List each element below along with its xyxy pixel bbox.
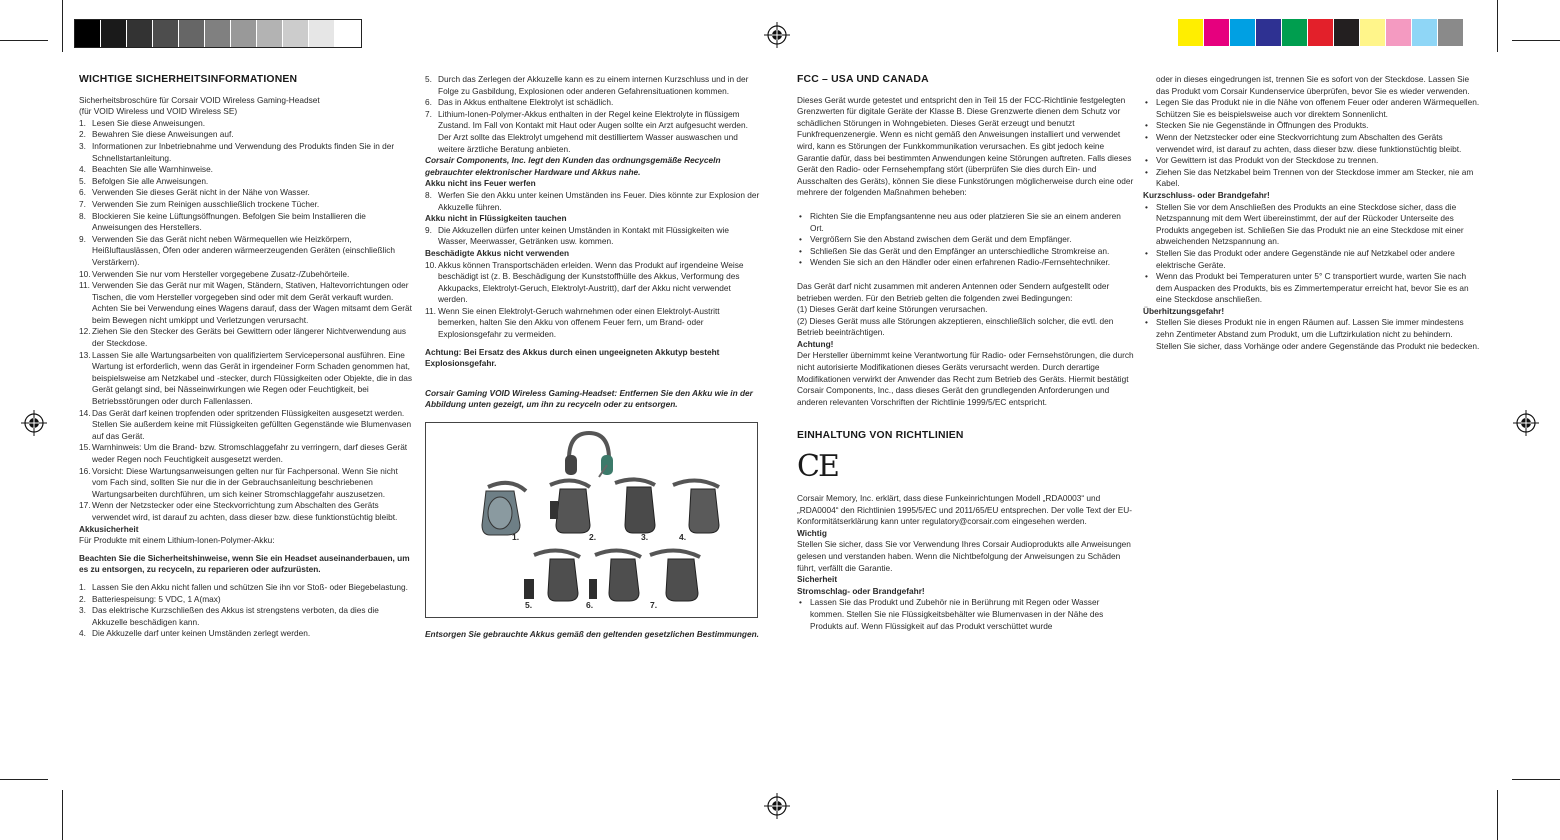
fcc-bullet-list	[797, 211, 1135, 269]
color-swatch	[1412, 19, 1438, 46]
battery-list	[425, 74, 760, 155]
list-item: 13. Lassen Sie alle Wartungsarbeiten von qualifiziertem Servicepersonal ausführen. Eine Wartung ist erforderlich, wenn das Gerät in irgendeiner Form Schaden genommen hat, beispielsweise am Netzkabel und -stecker, durch Flüssigkeiten oder Objekte, die in das Gerät gelangt sind, bei Nässeinwirkungen wie Regen oder Feuchtigkeit, bei Betriebsstörungen oder durch Fallenlassen.	[79, 349, 413, 407]
paragraph: (1) Dieses Gerät darf keine Störungen verursachen.	[797, 304, 988, 315]
earcup-step-7-image	[644, 545, 708, 603]
list-item: • Wenn der Netzstecker oder eine Steckvorrichtung zum Abschalten des Geräts verwendet wird, ist darauf zu achten, dass dieser bzw. diese funktionstüchtig bleibt.	[1145, 131, 1462, 154]
list-item: 3. Das elektrische Kurzschließen des Akkus ist strengstens verboten, da dies die Akkuzelle beschädigen kann.	[79, 605, 379, 627]
color-swatch	[153, 20, 179, 47]
list-item: 7. Verwenden Sie zum Reinigen ausschließlich trockene Tücher.	[79, 198, 320, 209]
intro-line: Sicherheitsbroschüre für Corsair VOID Wireless Gaming-Headset	[79, 94, 320, 105]
recycle-note: Corsair Components, Inc. legt den Kunden das ordnungsgemäße Recyceln gebrauchter elektronischer Hardware und Akkus nahe.	[425, 155, 721, 177]
list-item: • Stecken Sie nie Gegenstände in Öffnungen des Produkts.	[1145, 120, 1369, 131]
color-swatch	[1282, 19, 1308, 46]
list-item: 10. Verwenden Sie nur vom Hersteller vorgegebene Zusatz-/Zubehörteile.	[79, 268, 350, 279]
figure-label: 3.	[641, 532, 649, 543]
color-swatch	[309, 20, 335, 47]
list-item: • Wenn das Produkt bei Temperaturen unter 5° C transportiert wurde, warten Sie nach dem Auspacken des Produkts, bis es Zimmertemperatur erreicht hat, bevor Sie es an eine Steckdose anschließen.	[1145, 271, 1469, 305]
paragraph: Der Hersteller übernimmt keine Verantwortung für Radio- oder Fernsehstörungen, die durch nicht autorisierte Modifikationen dieses Geräts verursacht werden. Durch derartige Modifikationen verwirkt der Anwender das Recht zum Betrieb des Geräts. Hiermit bestätigt Corsair Components, Inc., dass dieses Gerät den grundlegenden Anforderungen und anderen relevanten Vorschriften der Richtlinie 1999/5/EC entspricht.	[797, 350, 1134, 407]
cmyk-color-bar	[1178, 19, 1464, 46]
list-item: 10. Akkus können Transportschäden erleiden. Wenn das Produkt auf irgendeine Weise beschädigt ist (z. B. Beschädigung der Kunststoffhülle des Akkus, Verformung des Akkupacks, Elektrolyt-Geruch, Elektrolyt-Austritt), darf der Akku nicht verwendet werden.	[425, 259, 744, 305]
color-swatch	[1230, 19, 1256, 46]
registration-mark-icon	[21, 410, 47, 436]
paragraph: Das Gerät darf nicht zusammen mit anderen Antennen oder Sendern aufgestellt oder betrieben werden. Für den Betrieb gelten die folgenden zwei Bedingungen:	[797, 280, 1110, 303]
color-swatch	[75, 20, 101, 47]
list-item: 4. Die Akkuzelle darf unter keinen Umständen zerlegt werden.	[79, 628, 311, 639]
list-item: • Vergrößern Sie den Abstand zwischen dem Gerät und dem Empfänger.	[799, 234, 1072, 245]
crop-mark	[62, 790, 63, 840]
list-item: • Stellen Sie vor dem Anschließen des Produkts an eine Steckdose sicher, dass die Netzspannung mit dem Wert übereinstimmt, der auf der Rückoder Unterseite des Produkts angegeben ist. Schließen Sie das Produkt nie an eine Steckdose mit einer abweichenden Netzspannung an.	[1145, 201, 1464, 247]
heading-achtung: Achtung!	[797, 338, 834, 349]
list-item: 1. Lassen Sie den Akku nicht fallen und schützen Sie ihn vor Stoß- oder Biegebelastung.	[79, 581, 408, 592]
list-item: 16. Vorsicht: Diese Wartungsanweisungen gelten nur für Fachpersonal. Wenn Sie nicht vom Fach sind, sollten Sie nur die in der Gebrauchsanleitung beschriebenen Wartungsarbeiten durchführen, um sich keiner Stromschlaggefahr auszusetzen.	[79, 465, 398, 499]
list-item: • Vor Gewittern ist das Produkt von der Steckdose zu trennen.	[1145, 155, 1379, 166]
list-item: • Stellen Sie das Produkt oder andere Gegenstände nie auf Netzkabel oder andere elektrische Geräte.	[1145, 247, 1455, 270]
registration-mark-icon	[1513, 410, 1539, 436]
list-item: 2. Batteriespeisung: 5 VDC, 1 A(max)	[79, 593, 221, 604]
list-item: 4. Beachten Sie alle Warnhinweise.	[79, 164, 213, 175]
heading-strom: Stromschlag- oder Brandgefahr!	[797, 585, 925, 596]
color-swatch	[1360, 19, 1386, 46]
color-swatch	[1386, 19, 1412, 46]
crop-mark	[0, 779, 48, 780]
crop-mark	[1512, 779, 1560, 780]
list-item: • Lassen Sie das Produkt und Zubehör nie in Berührung mit Regen oder Wasser kommen. Stellen Sie nie Flüssigkeitsbehälter wie Blumenvasen in der Nähe des Produkts auf. Wenn Flüssigkeit auf das Produkt verschüttet wurde	[799, 597, 1104, 631]
list-item: 8. Werfen Sie den Akku unter keinen Umständen ins Feuer. Dies könnte zur Explosion der Akkuzelle führen.	[425, 189, 760, 212]
figure-caption-top: Corsair Gaming VOID Wireless Gaming-Headset: Entfernen Sie den Akku wie in der Abbildung unten gezeigt, um ihn zu recyceln oder zu entsorgen.	[425, 387, 753, 410]
akku-heading: Akkusicherheit	[79, 523, 139, 534]
list-item: 15. Warnhinweis: Um die Brand- bzw. Stromschlaggefahr zu verringern, darf dieses Gerät weder Regen noch Feuchtigkeit ausgesetzt werden.	[79, 442, 408, 464]
list-item: 12. Ziehen Sie den Stecker des Geräts bei Gewittern oder längerer Nichtverwendung aus der Steckdose.	[79, 326, 407, 349]
list-item: 2. Bewahren Sie diese Anweisungen auf.	[79, 129, 234, 140]
figure-caption-bottom: Entsorgen Sie gebrauchte Akkus gemäß den geltenden gesetzlichen Bestimmungen.	[425, 629, 759, 640]
earcup-step-2-image	[546, 475, 596, 537]
crop-mark	[1512, 40, 1560, 41]
color-swatch	[101, 20, 127, 47]
color-swatch	[1178, 19, 1204, 46]
figure-label: 7.	[650, 600, 658, 611]
section-title-safety: WICHTIGE SICHERHEITSINFORMATIONEN	[79, 74, 298, 85]
paragraph: (2) Dieses Gerät muss alle Störungen akzeptieren, einschließlich solcher, die evtl. den Betrieb beeinträchtigen.	[797, 315, 1114, 338]
section-title-compliance: EINHALTUNG VON RICHTLINIEN	[797, 430, 964, 442]
color-swatch	[257, 20, 283, 47]
color-swatch	[1438, 19, 1464, 46]
column-fcc	[797, 74, 1135, 632]
paragraph: Stellen Sie sicher, dass Sie vor Verwendung Ihres Corsair Audioprodukts alle Anweisungen gelesen und verstanden haben. Wenn die Nichtbefolgung der Anweisungen zu Schäden führt, verfällt die Garantie.	[797, 539, 1131, 573]
column-battery	[425, 74, 760, 641]
headset-image	[563, 429, 615, 479]
crop-mark	[62, 0, 63, 52]
list-item: 5. Befolgen Sie alle Anweisungen.	[79, 175, 209, 186]
earcup-step-6-image	[581, 545, 645, 603]
grayscale-color-bar	[74, 19, 362, 48]
heading-sicherheit: Sicherheit	[797, 574, 838, 585]
earcup-step-4-image	[669, 475, 723, 537]
color-swatch	[205, 20, 231, 47]
column-safety-info	[79, 74, 414, 640]
akku-bold-note: Beachten Sie die Sicherheitshinweise, wenn Sie ein Headset auseinanderbauen, um es zu entsorgen, zu recyceln, zu reparieren oder aufzurüsten.	[79, 552, 410, 575]
crop-mark	[1497, 0, 1498, 52]
battery-list	[425, 260, 760, 341]
battery-removal-figure	[425, 422, 758, 618]
heading-fire: Akku nicht ins Feuer werfen	[425, 178, 536, 189]
list-item: 17. Wenn der Netzstecker oder eine Steckvorrichtung zum Abschalten des Geräts verwendet wird, ist darauf zu achten, dass dieser bzw. diese funktionstüchtig bleibt.	[79, 500, 398, 522]
akku-intro: Für Produkte mit einem Lithium-Ionen-Polymer-Akku:	[79, 535, 275, 546]
safety-bullet-list	[1143, 202, 1480, 306]
list-item: 8. Blockieren Sie keine Lüftungsöffnungen. Befolgen Sie beim Installieren die Anweisungen des Herstellers.	[79, 210, 366, 233]
registration-mark-icon	[764, 793, 790, 819]
earcup-step-1-image	[480, 477, 530, 539]
color-swatch	[283, 20, 309, 47]
crop-mark	[0, 40, 48, 41]
color-swatch	[335, 20, 361, 47]
list-item: 1. Lesen Sie diese Anweisungen.	[79, 117, 206, 128]
section-title-fcc: FCC – USA UND CANADA	[797, 74, 929, 85]
earcup-step-5-image	[520, 545, 584, 603]
list-item: • Wenden Sie sich an den Händler oder einen erfahrenen Radio-/Fernsehtechniker.	[799, 257, 1111, 268]
ce-mark-logo: CE	[797, 449, 838, 485]
list-item: 7. Lithium-Ionen-Polymer-Akkus enthalten in der Regel keine Elektrolyte in flüssigem Zustand. Im Fall von Kontakt mit Haut oder Augen sollte ein Arzt aufgesucht werden. Der Arzt sollte das Elektrolyt umgehend mit destilliertem Wasser auswaschen und weitere ärztliche Beratung anbieten.	[425, 108, 748, 154]
list-item: 6. Verwenden Sie dieses Gerät nicht in der Nähe von Wasser.	[79, 187, 310, 198]
color-swatch	[1308, 19, 1334, 46]
list-item: 5. Durch das Zerlegen der Akkuzelle kann es zu einem internen Kurzschluss und in der Folge zu Gasbildung, Explosionen oder anderen Gefahrensituationen kommen.	[425, 74, 749, 96]
akku-list	[79, 582, 414, 640]
heading-damaged: Beschädigte Akkus nicht verwenden	[425, 247, 570, 258]
list-item: 3. Informationen zur Inbetriebnahme und Verwendung des Produkts finden Sie in der Schnellstartanleitung.	[79, 140, 395, 163]
heading-wichtig: Wichtig	[797, 527, 827, 538]
safety-list	[79, 118, 414, 524]
list-item: • Ziehen Sie das Netzkabel beim Trennen von der Steckdose immer am Stecker, nie am Kabel.	[1145, 166, 1474, 189]
list-item: 9. Die Akkuzellen dürfen unter keinen Umständen in Kontakt mit Flüssigkeiten wie Wasser, Meerwasser, Getränken usw. kommen.	[425, 224, 730, 247]
paragraph: oder in dieses eingedrungen ist, trennen Sie es sofort von der Steckdose. Lassen Sie das Produkt vom Corsair Kundenservice überprüfen, bevor Sie es wieder verwenden.	[1156, 74, 1470, 96]
heading-ueberhitzung: Überhitzungsgefahr!	[1143, 305, 1225, 316]
figure-label: 1.	[512, 532, 520, 543]
list-item: 11. Verwenden Sie das Gerät nur mit Wagen, Ständern, Stativen, Haltevorrichtungen oder Tischen, die vom Hersteller vorgegeben sind oder mit dem Gerät verkauft wurden. Achten Sie bei Verwendung eines Wagens darauf, dass der Wagen mitsamt dem Gerät beim Bewegen nicht umkippt und Verletzungen verursacht.	[79, 280, 412, 325]
list-item: 11. Wenn Sie einen Elektrolyt-Geruch wahrnehmen oder einen Elektrolyt-Austritt bemerken, halten Sie den Akku von offenem Feuer fern, um Brand- oder Explosionsgefahr zu vermeiden.	[425, 305, 720, 340]
safety-bullet-list	[1143, 97, 1480, 190]
crop-mark	[1497, 790, 1498, 840]
column-safety-continued	[1143, 74, 1480, 352]
list-item: • Schließen Sie das Gerät und den Empfänger an unterschiedliche Stromkreise an.	[799, 245, 1110, 256]
explosion-warning: Achtung: Bei Ersatz des Akkus durch einen ungeeigneten Akkutyp besteht Explosionsgefahr.	[425, 346, 720, 369]
color-swatch	[127, 20, 153, 47]
figure-label: 2.	[589, 532, 597, 543]
heading-liquid: Akku nicht in Flüssigkeiten tauchen	[425, 213, 567, 224]
list-item: • Stellen Sie dieses Produkt nie in engen Räumen auf. Lassen Sie immer mindestens zehn Zentimeter Abstand zum Produkt, um die Luftzirkulation nicht zu behindern. Stellen Sie sicher, dass Vorhänge oder andere Gegenstände das Produkt nie bedecken.	[1145, 317, 1480, 351]
color-swatch	[1256, 19, 1282, 46]
list-item: • Richten Sie die Empfangsantenne neu aus oder platzieren Sie sie an einem anderen Ort.	[799, 210, 1121, 233]
figure-label: 5.	[525, 600, 533, 611]
color-swatch	[231, 20, 257, 47]
color-swatch	[1204, 19, 1230, 46]
figure-label: 6.	[586, 600, 594, 611]
figure-label: 4.	[679, 532, 687, 543]
heading-kurzschluss: Kurzschluss- oder Brandgefahr!	[1143, 189, 1270, 200]
paragraph: Corsair Memory, Inc. erklärt, dass diese Funkeinrichtungen Modell „RDA0003“ und „RDA0004“ den Richtlinien 1995/5/EC und 2011/65/EU entsprechen. Der volle Text der EU-Konformitätserklärung kann unter regulatory@corsair.com eingesehen werden.	[797, 493, 1132, 527]
list-item: 6. Das in Akkus enthaltene Elektrolyt ist schädlich.	[425, 97, 614, 108]
intro-line: (für VOID Wireless und VOID Wireless SE)	[79, 106, 238, 117]
color-swatch	[179, 20, 205, 47]
registration-mark-icon	[764, 22, 790, 48]
color-swatch	[1334, 19, 1360, 46]
earcup-step-3-image	[611, 475, 661, 537]
paragraph: Dieses Gerät wurde getestet und entspricht den in Teil 15 der FCC-Richtlinie festgelegten Grenzwerten für digitale Geräte der Klasse B. Diese Grenzwerte dienen dem Schutz vor schädlichen Störungen in Wohngebieten. Dieses Gerät erzeugt und benutzt Funkfrequenzenergie. Wenn es nicht gemäß den Anweisungen installiert und verwendet wird, kann es Störungen der Funkkommunikation verursachen. Es gibt jedoch keine Garantie dafür, dass bei bestimmten Anwendungen keine Störungen auftreten. Falls dieses Gerät den Radio- oder Fernsehempfang stört (überprüfen Sie dies durch Ein- und Ausschalten des Geräts), können Sie diese Funkstörungen möglicherweise durch eine oder mehrere der folgenden Maßnahmen beheben:	[797, 94, 1134, 198]
list-item: 9. Verwenden Sie das Gerät nicht neben Wärmequellen wie Heizkörpern, Heißluftauslässen, Öfen oder anderen wärmeerzeugenden Geräten (einschließlich Verstärkern).	[79, 233, 396, 267]
list-item: 14. Das Gerät darf keinen tropfenden oder spritzenden Flüssigkeiten ausgesetzt werden. Stellen Sie außerdem keine mit Flüssigkeiten gefüllten Gegenstände wie Blumenvasen auf das Gerät.	[79, 407, 412, 441]
list-item: • Legen Sie das Produkt nie in die Nähe von offenem Feuer oder anderen Wärmequellen. Schützen Sie es beispielsweise auch vor direktem Sonnenlicht.	[1145, 97, 1480, 119]
